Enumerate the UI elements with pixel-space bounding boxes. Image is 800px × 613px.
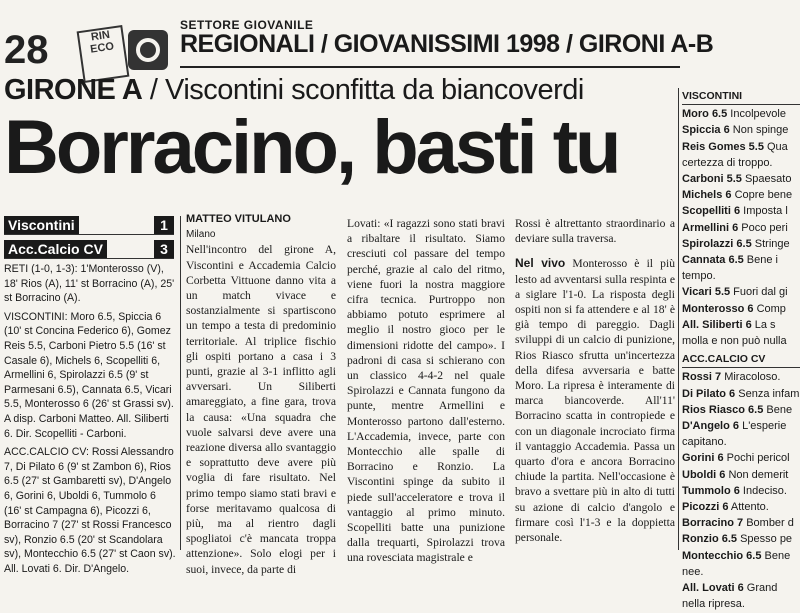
pagelle-viscontini-title: VISCONTINI bbox=[682, 88, 800, 105]
pagella-comment: Fuori dal gi bbox=[730, 286, 788, 299]
pagella-row bbox=[682, 531, 800, 547]
pagella-row bbox=[682, 171, 800, 187]
pagella-player: Armellini 6 bbox=[682, 221, 739, 234]
column-divider bbox=[180, 216, 181, 550]
pagella-player: Moro 6.5 bbox=[682, 108, 728, 121]
pagella-row bbox=[682, 402, 800, 418]
pagella-player: Montecchio 6.5 bbox=[682, 549, 762, 562]
pagella-row bbox=[682, 333, 800, 349]
subhead-nel-vivo: Nel vivo bbox=[515, 256, 566, 271]
pagella-player: Spirolazzi 6.5 bbox=[682, 237, 752, 250]
pagella-row bbox=[682, 122, 800, 138]
pagella-row bbox=[682, 139, 800, 155]
pagella-row bbox=[682, 450, 800, 466]
pagella-player: Reis Gomes 5.5 bbox=[682, 140, 764, 153]
section-logo: RIN ECO bbox=[77, 25, 130, 83]
pagella-player: Ronzio 6.5 bbox=[682, 533, 738, 546]
pagella-player: Vicari 5.5 bbox=[682, 286, 731, 299]
pagella-player: Picozzi 6 bbox=[682, 501, 729, 514]
pagella-comment: Miracoloso. bbox=[721, 371, 781, 384]
section-icon bbox=[128, 30, 168, 70]
kicker-girone: GIRONE A bbox=[4, 74, 143, 106]
pagella-player: Di Pilato 6 bbox=[682, 387, 736, 400]
article-kicker bbox=[4, 74, 584, 107]
pagella-comment: Spaesato bbox=[741, 173, 792, 186]
pagella-comment: Bene i bbox=[743, 254, 778, 267]
pagella-row bbox=[682, 268, 800, 284]
article-text-2: Lovati: «I ragazzi sono stati bravi a ribaltare il risultato. Siamo cresciuti col passare del tempo perché, grazie al calo del ritmo, viene fuori la nostra maggiore cifra tecnica. Purtroppo non abbiamo potuto esprimere al meglio il nostro gioco per le dimensioni ridotte del campo». I padroni di casa si schierano con un classico 4-4-2 nel quale Spirolazzi e Cannata fungono da punte, mentre Armellini e Monterosso partono dall'esterno. L'Accademia, invece, parte con Montecchio alle spalle di Borracino e Ronzio. La Viscontini spinge da subito il piede sull'acceleratore e trova il vantaggio al primo minuto. Scopelliti batte una punizione dalla trequarti, Spirolazzi trova una rovesciata magistrale e bbox=[347, 217, 505, 565]
pagella-comment: nee. bbox=[682, 565, 704, 578]
pagella-comment: Attento. bbox=[728, 501, 769, 514]
pagella-player: All. Lovati 6 bbox=[682, 582, 744, 595]
article-text-3b: Monterosso è il più lesto ad avventarsi sulla respinta e a siglare l'1-0. La risposta degli ospiti non si fa attendere e al 18' è già tempo di pareggio. Dagli sviluppi di un calcio di punizione, Rios Riasco sfrutta un'incertezza della difesa avversaria e batte Moro. La ripresa è interamente di marca biancoverde. All'11' Borracino scatta in contropiede e con un diagonale incrociato firma il vantaggio Accademia. Passa un quarto d'ora e ancora Borracino chiude la partita. Nell'occasione è bravo a svettare più in alto di tutti su azione di calcio d'angolo e firmare così l'1-3 e la doppietta personale. bbox=[515, 257, 675, 545]
pagella-comment: Indeciso. bbox=[739, 484, 787, 497]
pagella-player: Uboldi 6 bbox=[682, 468, 726, 481]
pagella-row bbox=[682, 483, 800, 499]
pagella-comment: Incolpevole bbox=[727, 108, 786, 121]
pagella-player: Monterosso 6 bbox=[682, 302, 754, 315]
score-away bbox=[4, 240, 174, 259]
pagella-row bbox=[682, 203, 800, 219]
away-team: Acc.Calcio CV bbox=[4, 240, 107, 258]
pagella-player: Gorini 6 bbox=[682, 452, 724, 465]
pagella-comment: tempo. bbox=[682, 270, 716, 283]
pagella-row bbox=[682, 548, 800, 564]
pagelle-acc-list bbox=[682, 369, 800, 612]
pagella-row bbox=[682, 236, 800, 252]
page-number: 28 bbox=[4, 28, 49, 72]
article-column-2 bbox=[347, 216, 505, 566]
home-goals: 1 bbox=[154, 216, 174, 234]
pagella-player: Tummolo 6 bbox=[682, 484, 740, 497]
home-team: Viscontini bbox=[4, 216, 79, 234]
pagella-row bbox=[682, 515, 800, 531]
dateline: Milano bbox=[186, 229, 216, 241]
pagella-row bbox=[682, 369, 800, 385]
pagella-comment: Bene bbox=[761, 549, 791, 562]
pagella-comment: Senza infam bbox=[735, 387, 800, 400]
pagella-comment: certezza di troppo. bbox=[682, 156, 773, 169]
viscontini-lineup: VISCONTINI: Moro 6.5, Spiccia 6 (10' st Concina Federico 6), Gomez Reis 5.5, Carboni Pietro 5.5 (16' st Casale 6), Michels 6, Scopelliti 6, Armellini 6, Spirolazzi 6.5 (9' st Parmesani 6.5), Cannata 6.5, Vicari 5.5, Monterosso 6 (26' st Grassi sv). A disp. Carboni Matteo. All. Siliberti 6. Dir. Scopelliti - Carboni. bbox=[4, 310, 174, 440]
pagella-player: Carboni 5.5 bbox=[682, 173, 742, 186]
pagella-player: Rossi 7 bbox=[682, 371, 722, 384]
pagella-player: Scopelliti 6 bbox=[682, 205, 741, 218]
pagella-row bbox=[682, 220, 800, 236]
sidebar-divider bbox=[678, 88, 679, 550]
pagella-player: Spiccia 6 bbox=[682, 124, 730, 137]
acc-lineup: ACC.CALCIO CV: Rossi Alessandro 7, Di Pilato 6 (9' st Zambon 6), Rios 6.5 (27' st Gambaretti sv), D'Angelo 6, Gorini 6, Uboldi 6, Tummolo 6 (16' st Campagna 6), Picozzi 6, Borracino 7 (27' st Rossi Francesco sv), Ronzio 6.5 (20' st Scandolara sv), Montecchio 6.5 (27' st Caon sv). All. Lovati 6. Dir. D'Angelo. bbox=[4, 446, 176, 575]
score-home bbox=[4, 216, 174, 235]
pagella-row bbox=[682, 580, 800, 596]
article-text-1: Nell'incontro del girone A, Viscontini e Accademia Calcio Corbetta Vittuone danno vita a un match vivace e sostanzialmente si spartiscono un tempo a testa di predominio territoriale. Al triplice fischio gli ospiti portano a casa i 3 punti, grazie al 3-1 inflitto agli avversari. Un Siliberti amareggiato, a fine gara, trova la causa: «Una squadra che vuole salvarsi deve avere una reazione diversa allo svantaggio e soprattutto deve avere più voglia di fare risultato. Nel primo tempo siamo stati bravi e forse meritavamo qualcosa di più, ma al rientro dagli spogliatoi c'è mancata troppa attenzione». Solo elogi per i suoi, invece, da parte di bbox=[186, 243, 336, 576]
pagella-comment: Bomber d bbox=[743, 517, 794, 530]
pagella-comment: Spesso pe bbox=[737, 533, 793, 546]
pagella-row bbox=[682, 155, 800, 171]
pagella-row bbox=[682, 284, 800, 300]
pagella-comment: Non demerit bbox=[725, 468, 789, 481]
pagella-comment: Imposta l bbox=[740, 205, 788, 218]
pagella-row bbox=[682, 467, 800, 483]
section-kicker: SETTORE GIOVANILE bbox=[180, 18, 314, 32]
article-text-3a: Rossi è altrettanto straordinario a deviare sulla traversa. bbox=[515, 217, 675, 246]
pagella-player: Rios Riasco 6.5 bbox=[682, 403, 764, 416]
pagella-player: D'Angelo 6 bbox=[682, 420, 740, 433]
pagella-comment: Poco peri bbox=[738, 221, 788, 234]
section-title: REGIONALI / GIOVANISSIMI 1998 / GIRONI A-B bbox=[180, 30, 714, 58]
kicker-rest: / Viscontini sconfitta da biancoverdi bbox=[142, 74, 584, 106]
pagella-comment: Comp bbox=[753, 302, 786, 315]
pagella-player: Michels 6 bbox=[682, 189, 732, 202]
pagella-player: Borracino 7 bbox=[682, 517, 744, 530]
pagella-comment: capitano. bbox=[682, 436, 727, 449]
pagella-comment: Bene bbox=[763, 403, 793, 416]
tabellino bbox=[4, 262, 176, 576]
away-goals: 3 bbox=[154, 240, 174, 258]
pagella-comment: Qua bbox=[763, 140, 788, 153]
pagella-comment: Grand bbox=[743, 582, 778, 595]
pagella-player: Cannata 6.5 bbox=[682, 254, 744, 267]
pagella-comment: molla e non può nulla bbox=[682, 335, 787, 348]
pagelle-viscontini-list bbox=[682, 106, 800, 349]
pagella-comment: Copre bene bbox=[731, 189, 793, 202]
pagella-comment: nella ripresa. bbox=[682, 598, 745, 611]
pagella-row bbox=[682, 386, 800, 402]
pagella-comment: L'esperie bbox=[739, 420, 787, 433]
article-column-3 bbox=[515, 216, 675, 545]
reti: RETI (1-0, 1-3): 1'Monterosso (V), 18' Rios (A), 11' st Borracino (A), 25' st Borracino (A). bbox=[4, 263, 175, 305]
author: MATTEO VITULANO bbox=[186, 213, 291, 225]
pagella-comment: Stringe bbox=[751, 237, 790, 250]
pagella-comment: La s bbox=[751, 318, 776, 331]
pagella-row bbox=[682, 564, 800, 580]
pagella-row bbox=[682, 596, 800, 612]
pagella-row bbox=[682, 317, 800, 333]
pagella-row bbox=[682, 106, 800, 122]
article-column-1 bbox=[186, 212, 336, 577]
pagella-row bbox=[682, 301, 800, 317]
pagella-row bbox=[682, 252, 800, 268]
pagelle-acc-title: ACC.CALCIO CV bbox=[682, 351, 800, 368]
pagella-row bbox=[682, 434, 800, 450]
pagella-comment: Pochi pericol bbox=[723, 452, 790, 465]
header-rule bbox=[180, 66, 680, 68]
pagella-row bbox=[682, 418, 800, 434]
pagella-comment: Non spinge bbox=[729, 124, 789, 137]
pagelle-sidebar bbox=[682, 88, 800, 613]
pagella-row bbox=[682, 499, 800, 515]
headline: Borracino, basti tu bbox=[4, 105, 619, 190]
pagella-player: All. Siliberti 6 bbox=[682, 318, 752, 331]
pagella-row bbox=[682, 187, 800, 203]
